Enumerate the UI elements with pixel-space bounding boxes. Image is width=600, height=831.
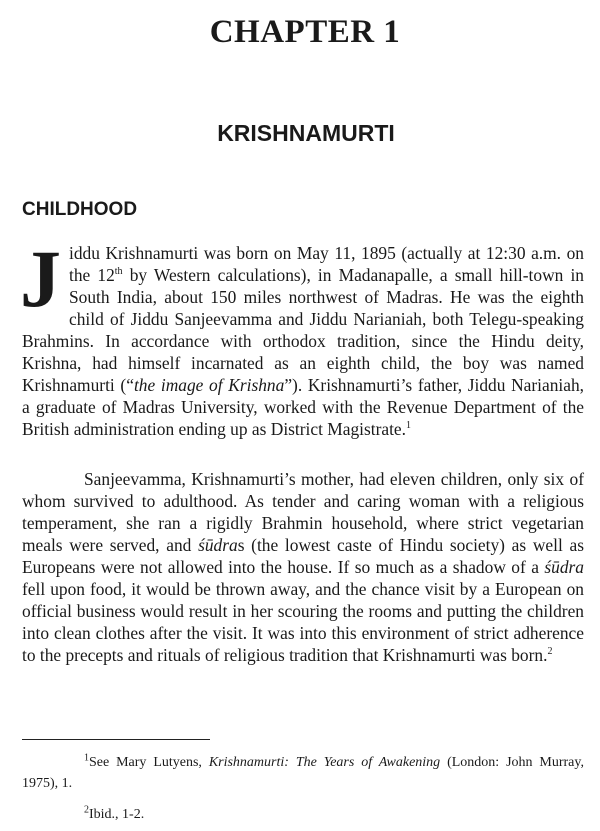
paragraph-2-text-c: fell upon food, it would be thrown away, and the chance visit by a European on official business would result in her scouring the rooms and putting the children into clean clothes after the visit. It was into this environment of strict adherence to the precepts and rituals of religious tradition that Krishnamurti was born.: [22, 579, 584, 665]
footnote-divider: [22, 739, 210, 740]
footnote-1-inner: [22, 752, 584, 794]
italic-phrase: the image of Krishna: [133, 375, 285, 395]
paragraph-1-text-c: ”). Krishnamurti’s father, Jiddu Narianiah, a graduate of Madras University, worked with the Revenue Department of the British administration ending up as District Magistrate.: [22, 375, 585, 439]
footnote-2-inner: [22, 804, 584, 825]
superscript-th: th: [114, 266, 123, 278]
paragraph-2-text-a: Sanjeevamma, Krishnamurti’s mother, had eleven children, only six of whom survived to adulthood. As tender and caring woman with a religious temperament, she ran a rigidly Brahmin household, where strict vegetarian meals were served, and: [22, 469, 584, 555]
paragraph-1-text-b: by Western calculations), in Madanapalle, a small hill-town in South India, about 150 miles northwest of Madras. He was the eighth child of Jiddu Sanjeevamma and Jiddu Narianiah, both Telegu-speaking Brahmins. In accordance with orthodox tradition, since the Hindu deity, Krishna, had himself incarnated as an eighth child, the boy was named Krishnamurti (“: [22, 265, 585, 395]
paragraph-1: [20, 233, 585, 440]
section-heading: CHILDHOOD: [22, 199, 138, 220]
paragraph-2-text-b: s (the lowest caste of Hindu society) as well as Europeans were not allowed into the house. If so much as a shadow of a: [22, 535, 584, 577]
paragraph-2-inner: [22, 468, 584, 666]
paragraph-2: [22, 468, 584, 666]
footnote-1: [22, 752, 584, 794]
footnote-2-text: Ibid., 1-2.: [89, 807, 145, 822]
footnote-ref-1: 1: [406, 420, 411, 432]
drop-cap: J: [20, 233, 61, 324]
footnote-ref-2: 2: [547, 646, 553, 658]
italic-sudra-1: śūdra: [198, 535, 238, 555]
footnote-1-number: 1: [84, 752, 89, 764]
footnote-1-text-a: See Mary Lutyens,: [89, 755, 209, 770]
footnote-1-text-b: (London: John Murray, 1975), 1.: [22, 755, 584, 791]
footnote-2-number: 2: [84, 804, 89, 816]
paragraph-1-text-a: iddu Krishnamurti was born on May 11, 1895 (actually at 12:30 a.m. on the 12: [69, 243, 584, 285]
footnote-2: [22, 804, 584, 825]
footnote-1-book-title: Krishnamurti: The Years of Awakening: [208, 755, 441, 770]
chapter-title: CHAPTER 1: [209, 14, 401, 50]
italic-sudra-2: śūdra: [544, 557, 584, 577]
page-title: KRISHNAMURTI: [217, 120, 395, 146]
